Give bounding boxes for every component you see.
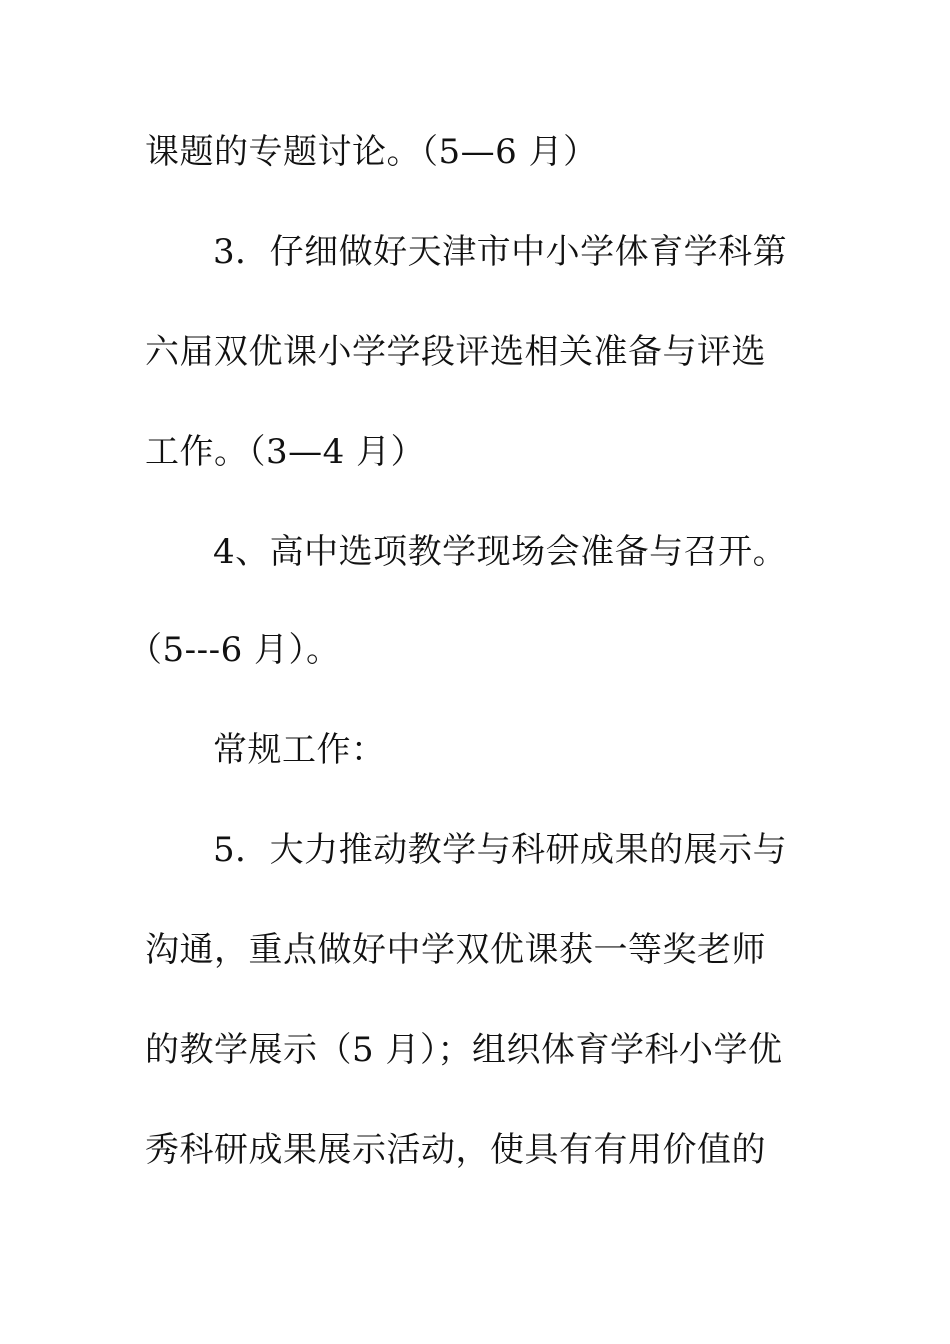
- text-line: 5．大力推动教学与科研成果的展示与: [213, 830, 788, 870]
- text-line: 课题的专题讨论。（5—6 月）: [145, 132, 598, 172]
- text-line: 3．仔细做好天津市中小学体育学科第: [213, 232, 788, 272]
- text-line: 六届双优课小学学段评选相关准备与评选: [145, 332, 766, 372]
- text-line: 的教学展示（5 月）；组织体育学科小学优: [145, 1030, 783, 1070]
- text-line: （5---6 月）。: [128, 630, 341, 670]
- text-line: 工作。（3—4 月）: [145, 432, 426, 472]
- text-line: 沟通，重点做好中学双优课获一等奖老师: [145, 930, 766, 970]
- text-line: 秀科研成果展示活动，使具有有用价值的: [145, 1130, 766, 1170]
- text-line: 4、高中选项教学现场会准备与召开。: [213, 532, 788, 572]
- text-line: 常规工作：: [213, 730, 386, 770]
